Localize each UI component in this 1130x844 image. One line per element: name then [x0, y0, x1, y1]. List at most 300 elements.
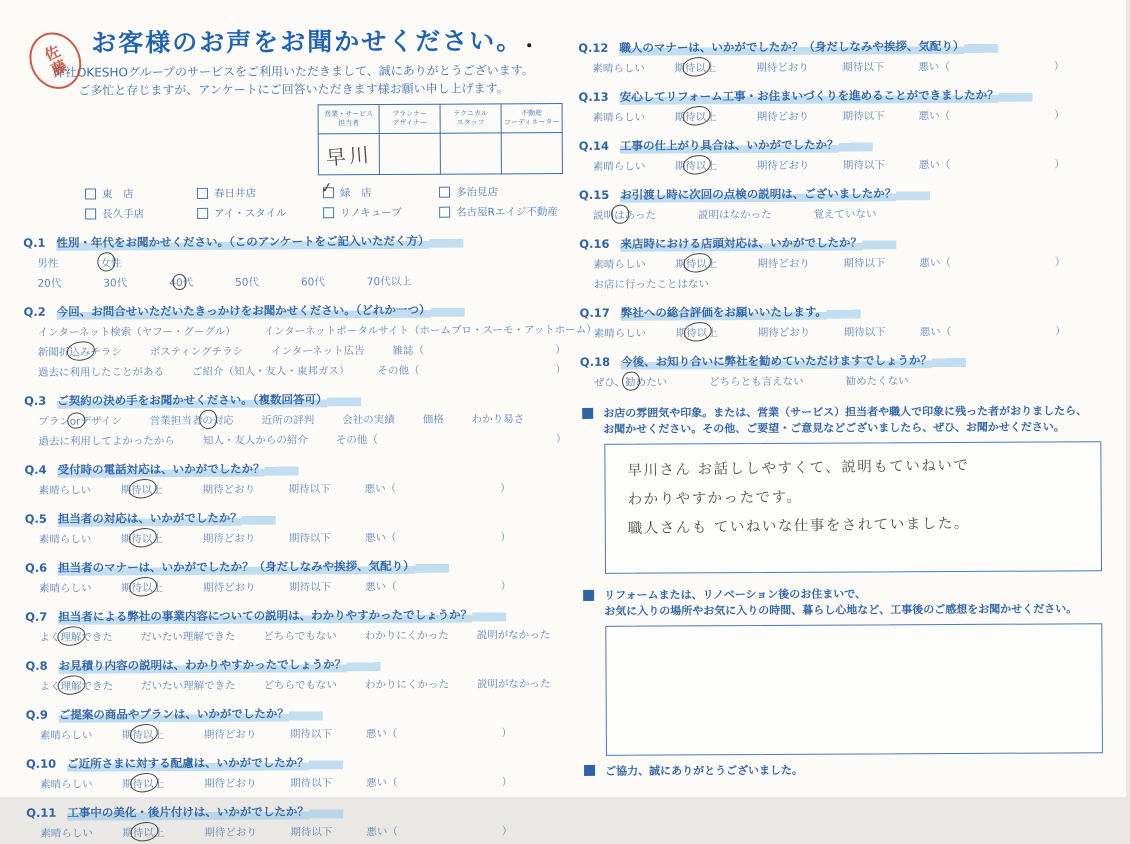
question-heading [24, 459, 566, 478]
store-label: リノキューブ [340, 206, 402, 220]
pen-circle-mark: 0 [175, 277, 183, 290]
closing-paren: ） [1054, 109, 1065, 122]
answer-option: 近所の評判 [261, 414, 315, 427]
highlight-tail [827, 307, 861, 318]
question-Q.7 [25, 606, 567, 645]
answer-option: どちらでもない [263, 679, 338, 692]
answer-option: お店に行ったことはない [593, 278, 710, 291]
answer-option: 覚えていない [813, 208, 877, 221]
answer-option: 期待どおり [202, 532, 256, 545]
pen-circle-mark: 待以 [131, 484, 153, 497]
closing-paren: ） [1053, 60, 1065, 73]
pen-circle-mark: の [202, 414, 213, 427]
store-option [323, 185, 439, 201]
answer-option-circled: 期待以上 [122, 778, 165, 791]
question-title: ご提案の商品やプランは、いかがでしたか？ [58, 706, 289, 722]
staff-table-header: 営業・サービス 担当者 [318, 105, 379, 134]
answer-option: わかりにくかった [364, 678, 450, 692]
answer-option-circled: 期待以上 [121, 729, 164, 742]
highlight-tail [964, 42, 998, 53]
question-heading [23, 232, 565, 251]
question-number: Q.16 [579, 236, 610, 251]
answer-option: 期待どおり [203, 728, 257, 741]
answer-option: 期待以下 [288, 532, 331, 545]
question-number: Q.14 [578, 138, 609, 153]
answer-option: 過去に利用してよかったから [38, 435, 175, 448]
answer-option: 素晴らしい [39, 729, 93, 742]
answer-option: インターネット広告 [271, 345, 365, 358]
question-Q.8 [25, 655, 567, 694]
pen-circle-mark: 女 [100, 257, 111, 270]
question-Q.6 [25, 557, 567, 596]
store-option [197, 185, 323, 201]
question-heading [25, 606, 567, 625]
question-heading [26, 704, 568, 723]
highlight-tail [346, 660, 380, 671]
answer-option: 期待どおり [203, 581, 256, 594]
question-heading [578, 37, 1113, 56]
highlight-tail [431, 306, 465, 317]
answer-option: ご紹介（知人・友人・東邦ガス） [191, 365, 350, 378]
answer-option: 期待どおり [757, 257, 810, 271]
question-title: 性別・年代をお聞かせください。（このアンケートをご記入いただく方） [56, 233, 430, 250]
answer-option: 60代 [300, 276, 325, 289]
answer-option-circled: プランorデザイン [38, 415, 122, 428]
question-title: ご契約の決め手をお聞かせください。（複数回答可） [57, 392, 328, 408]
answer-option: 素晴らしい [593, 327, 647, 340]
question-title: 受付時の電話対応は、いかがでしたか？ [57, 461, 265, 477]
intro-line-2: ご多忙と存じますが、アンケートにご回答いただきます様お願い申し上げます。 [78, 81, 509, 98]
store-option [197, 205, 323, 221]
answer-row [23, 253, 565, 271]
closing-paren: ） [501, 776, 513, 789]
highlight-tail [932, 356, 966, 367]
closing-paren: ） [1055, 325, 1066, 338]
answer-row [26, 774, 512, 792]
checkbox [85, 208, 96, 219]
question-Q.10 [26, 753, 568, 792]
question-number: Q.7 [25, 609, 48, 624]
answer-option: 期待どおり [204, 777, 257, 790]
answer-row [25, 480, 511, 498]
answer-option-circled: 新聞折込みチラシ [37, 346, 122, 359]
answer-row [26, 676, 568, 694]
question-Q.12 [578, 37, 1113, 76]
answer-option: 悪い（ [918, 61, 950, 74]
answer-option: 悪い（ [366, 776, 398, 790]
question-heading [579, 135, 1114, 154]
answer-option: 期待以下 [289, 728, 332, 741]
answer-option: 悪い（ [919, 257, 951, 270]
stamp-text: 佐藤 [40, 42, 70, 80]
highlight-tail [862, 238, 896, 249]
pen-circle-mark: 待以 [685, 111, 707, 124]
staff-table-cell [318, 134, 379, 175]
store-option [85, 206, 197, 222]
note-heading [581, 585, 1116, 620]
answer-option: 知人・友人からの紹介 [202, 434, 308, 447]
pen-circle-mark: 待以 [684, 62, 706, 75]
answer-row [579, 156, 1065, 174]
staff-table-header: 不動産 コーディネーター [501, 104, 562, 133]
answer-option: 期待以下 [842, 110, 885, 123]
closing-paren: ） [500, 580, 512, 593]
pen-circle-mark: or [69, 415, 81, 428]
store-option [439, 204, 565, 220]
answer-option: 説明はなかった [698, 208, 772, 222]
closing-paren: ） [555, 344, 566, 357]
store-option [323, 205, 439, 221]
note-line-1: リフォームまたは、リノベーション後のお住まいで、 [604, 587, 867, 602]
page-title: お客様のお声をお聞かせください。 [91, 26, 524, 58]
question-Q.1 [23, 232, 565, 291]
answer-row [579, 107, 1065, 125]
answer-option: 期待どおり [202, 483, 256, 496]
answer-option: ポスティングチラシ [149, 345, 244, 359]
staff-table-header: テクニカル スタッフ [440, 104, 501, 133]
answer-option: 期待以下 [290, 826, 333, 839]
answer-option-circled: ぜひ、勧めたい [593, 376, 668, 389]
answer-option: 期待どおり [204, 826, 257, 839]
staff-table-cell [440, 133, 501, 174]
right-column [578, 24, 1117, 779]
question-title: 工事の仕上がり具合は、いかがでしたか？ [619, 137, 839, 153]
question-heading [25, 655, 567, 674]
question-number: Q.15 [578, 187, 610, 202]
square-bullet-icon [583, 590, 594, 601]
pen-circle-mark: 待以 [132, 778, 154, 791]
pen-circle-mark: 勧 [625, 376, 636, 389]
pen-circle-mark: 待以 [686, 327, 708, 340]
question-title: ご近所さまに対する配慮は、いかがでしたか？ [67, 755, 309, 771]
question-Q.18 [580, 351, 1115, 390]
square-bullet-icon [582, 408, 593, 419]
answer-option: 過去に利用したことがある [37, 366, 164, 379]
handwritten-staff-name: 早川 [325, 141, 373, 170]
question-number: Q.9 [25, 707, 48, 722]
note-line-2: お気に入りの場所やお気に入りの時間、暮らし心地など、工事後のご感想をお聞かせください。 [604, 602, 1078, 618]
note-heading-text [604, 585, 1077, 619]
question-number: Q.4 [24, 462, 47, 477]
answer-option: 30代 [103, 277, 128, 290]
question-title: 今後、お知り合いに弊社を勧めていただけますでしょうか？ [621, 353, 932, 369]
answer-option: 悪い（ [364, 531, 397, 545]
answer-option: 期待どおり [756, 61, 809, 75]
answer-option: 素晴らしい [592, 111, 646, 124]
answer-option: 期待以下 [288, 483, 331, 496]
intro-line-1: 弊社OKESHOグループのサービスをご利用いただきまして、誠にありがとうございます。 [52, 63, 534, 80]
answer-option-circled: 期待以上 [674, 111, 717, 124]
store-label: 名古屋Rエイジ不動産 [456, 206, 558, 219]
highlight-tail [265, 464, 299, 475]
answer-row [25, 529, 511, 547]
pen-circle-mark: は [614, 209, 625, 222]
highlight-tail [309, 758, 343, 769]
question-number: Q.18 [579, 354, 611, 369]
store-label: 多治見店 [455, 186, 499, 199]
question-title: お見積り内容の説明は、わかりやすかったでしょうか？ [58, 657, 347, 673]
answer-option-circled: 営業担当者の対応 [149, 414, 234, 428]
answer-option-circled: 期待以上 [675, 327, 718, 340]
checkbox [197, 188, 208, 199]
handwritten-comment-box [604, 441, 1102, 574]
answer-row [23, 273, 565, 291]
note-line-2: お聞かせください。その他、ご要望・ご意見などございましたら、ぜひ、お聞かせください。 [603, 420, 1065, 436]
question-Q.16 [579, 233, 1114, 292]
answer-option: インターネット検索（ヤフー・グーグル） [37, 325, 236, 339]
handwritten-comment-line: 早川さん お話ししやすくて、説明もていねいで [627, 457, 970, 479]
checkbox [439, 187, 450, 198]
question-title: お引渡し時に次回の点検の説明は、ございましたか？ [620, 186, 897, 202]
answer-row [26, 725, 512, 743]
note-heading-text [603, 403, 1087, 437]
question-number: Q.6 [24, 560, 48, 575]
answer-row [580, 323, 1066, 341]
closing-paren: ） [1054, 256, 1066, 269]
thanks-line [582, 760, 1117, 779]
answer-option: 期待以下 [842, 159, 885, 172]
answer-option: 悪い（ [366, 825, 398, 839]
answer-row [24, 322, 597, 340]
answer-option: 価格 [422, 413, 444, 426]
answer-option-circled: 期待以上 [674, 160, 717, 173]
intro-text [22, 61, 564, 100]
answer-option: 素晴らしい [40, 778, 93, 791]
answer-option: 勧めたくない [845, 375, 909, 388]
highlight-tail [309, 807, 343, 818]
highlight-tail [415, 562, 449, 573]
checkbox [197, 208, 208, 219]
question-title: 来店時における店頭対応は、いかがでしたか？ [620, 235, 862, 251]
pen-circle-mark: 待以 [685, 160, 707, 173]
answer-row [25, 578, 511, 596]
store-label: 東 店 [101, 188, 134, 201]
question-heading [26, 802, 568, 821]
note-line-1: お店の雰囲気や印象。または、営業（サービス）担当者や職人で印象に残った者がおりましたら、 [603, 404, 1088, 420]
highlight-tail [289, 709, 323, 720]
answer-option-circled: 期待以上 [121, 582, 164, 595]
answer-option-circled: 期待以上 [675, 258, 718, 271]
closing-paren: ） [555, 433, 567, 446]
question-number: Q.12 [578, 40, 609, 55]
answer-option: 素晴らしい [40, 827, 93, 840]
pen-circle-mark: 待以 [132, 729, 154, 742]
highlight-tail [327, 395, 361, 406]
question-heading [580, 351, 1115, 370]
answer-option-circled: 女性 [100, 257, 122, 270]
answer-option: 素晴らしい [38, 533, 92, 546]
pen-circle-mark: 理解 [60, 631, 82, 644]
answer-option: 期待以下 [290, 777, 333, 790]
pen-circle-mark: 待以 [131, 533, 153, 546]
answer-row [579, 205, 1114, 223]
store-checkbox-group [85, 184, 565, 222]
question-heading [25, 557, 567, 576]
pen-circle-mark: 理解 [60, 680, 82, 693]
pen-circle-mark: 込み [69, 346, 91, 359]
closing-paren: ） [501, 727, 512, 740]
answer-option: 素晴らしい [592, 160, 646, 173]
question-title: 担当者による弊社の事業内容についての説明は、わかりやすかったでしょうか？ [58, 607, 473, 624]
answer-row [24, 411, 566, 429]
question-Q.14 [579, 135, 1114, 174]
highlight-tail [472, 610, 506, 621]
question-title: 担当者のマナーは、いかがでしたか？（身だしなみや挨拶、気配り） [58, 558, 415, 575]
answer-option-circled: 期待以上 [120, 533, 163, 546]
answer-option: 期待どおり [756, 159, 810, 173]
answer-option-circled: 期待以上 [674, 62, 717, 75]
answer-option: 雑誌（ [392, 344, 425, 357]
answer-row [578, 58, 1064, 76]
store-label: 緑 店 [339, 187, 372, 200]
answer-option-circled: よく理解できた [39, 631, 113, 644]
answer-option: その他（ [335, 434, 378, 447]
highlight-tail [838, 140, 872, 151]
answer-row [579, 274, 1114, 292]
question-title: 今回、お問合せいただいたきっかけをお聞かせください。（どれか一つ） [56, 302, 431, 319]
answer-option: 期待以下 [843, 257, 886, 270]
highlight-tail [999, 91, 1033, 102]
staff-table [318, 103, 563, 175]
answer-option: その他（ [377, 364, 420, 378]
closing-paren: ） [501, 825, 513, 838]
pen-circle-mark: 待以 [132, 827, 154, 840]
answer-option: 悪い（ [918, 159, 951, 172]
answer-row [579, 254, 1065, 272]
question-heading [24, 301, 566, 320]
highlight-tail [242, 514, 276, 525]
answer-row [24, 362, 566, 380]
store-label: アイ・スタイル [214, 207, 287, 220]
question-heading [579, 233, 1114, 252]
question-heading [580, 302, 1115, 321]
answer-option: 悪い（ [365, 580, 397, 594]
question-Q.11 [26, 802, 568, 841]
question-Q.17 [580, 302, 1115, 341]
answer-option: 期待どおり [756, 110, 810, 124]
question-heading [25, 508, 567, 527]
question-Q.9 [26, 704, 568, 743]
question-number: Q.1 [23, 235, 46, 250]
answer-row [580, 372, 1115, 390]
answer-option: 会社の実績 [342, 413, 395, 427]
thanks-text: ご協力、誠にありがとうございました。 [605, 763, 804, 778]
question-number: Q.3 [24, 393, 47, 408]
answer-option: 悪い（ [918, 110, 951, 123]
question-Q.15 [579, 184, 1114, 223]
answer-option: 悪い（ [364, 482, 397, 496]
answer-option: 20代 [37, 277, 62, 290]
checkbox [323, 207, 334, 218]
pen-circle-mark: 待以 [131, 582, 153, 595]
checkbox [439, 207, 450, 218]
pen-circle-mark: 待以 [685, 258, 707, 271]
answer-option: だいたい理解できた [141, 679, 236, 693]
question-Q.3 [24, 390, 566, 449]
answer-option: インターネットポータルサイト（ホームプロ・スーモ・アットホーム） [263, 323, 597, 338]
highlight-tail [429, 237, 463, 248]
question-Q.5 [25, 508, 567, 547]
note-section-impressions [580, 403, 1116, 574]
answer-option: 期待以下 [842, 61, 885, 74]
answer-option: 素晴らしい [38, 484, 92, 497]
answer-option: 期待以下 [289, 581, 332, 594]
question-Q.4 [24, 459, 566, 498]
answer-option: どちらとも言えない [709, 375, 804, 389]
question-number: Q.5 [24, 511, 47, 526]
answer-row [26, 823, 512, 841]
answer-option: どちらでもない [263, 630, 337, 643]
store-label: 長久手店 [102, 208, 145, 221]
question-heading [578, 86, 1113, 105]
answer-option: 70代以上 [366, 275, 412, 289]
store-option [439, 184, 565, 200]
question-title: 安心してリフォーム工事・お住まいづくりを進めることができましたか？ [619, 87, 999, 104]
closing-paren: ） [500, 531, 511, 544]
square-bullet-icon [584, 765, 595, 776]
question-number: Q.11 [26, 805, 57, 820]
answer-option-circled: よく理解できた [39, 680, 114, 693]
answer-option-circled: 説明はあった [593, 209, 657, 222]
staff-table-cell [501, 133, 562, 174]
staff-table-header: プランナー デザイナー [379, 104, 440, 133]
answer-row [24, 342, 566, 360]
note-heading [580, 403, 1115, 438]
checkbox [85, 189, 96, 200]
ink-speck [527, 43, 531, 47]
handwritten-comment-line: 職人さんも ていねいな仕事をされていました。 [627, 515, 970, 537]
store-option [85, 186, 197, 202]
answer-option: 悪い（ [365, 727, 398, 741]
answer-option: 素晴らしい [592, 62, 645, 75]
questions-right [578, 37, 1115, 390]
question-number: Q.2 [23, 304, 46, 319]
note-section-after-renovation [581, 585, 1117, 756]
question-heading [24, 390, 566, 409]
question-number: Q.10 [25, 756, 57, 771]
answer-option: 期待どおり [757, 326, 811, 340]
question-number: Q.8 [25, 658, 48, 673]
answer-option: 50代 [235, 276, 260, 289]
answer-row [25, 627, 567, 645]
answer-option: だいたい理解できた [140, 630, 236, 644]
answer-option: わかりにくかった [364, 629, 449, 643]
answer-option-circled: 期待以上 [122, 827, 165, 840]
closing-paren: ） [1054, 158, 1065, 171]
question-title: 工事中の美化・後片付けは、いかがでしたか？ [67, 804, 309, 820]
answer-option: 男性 [37, 257, 59, 270]
question-title: 職人のマナーは、いかがでしたか？（身だしなみや挨拶、気配り） [619, 38, 965, 55]
answer-option: 素晴らしい [593, 258, 646, 271]
checkbox-checked [323, 187, 334, 198]
answer-option: 期待以下 [843, 326, 886, 339]
question-title: 弊社への総合評価をお願いいたします。 [620, 304, 827, 320]
closing-paren: ） [500, 482, 511, 495]
empty-comment-box [605, 623, 1103, 756]
answer-option: 説明がなかった [476, 629, 551, 642]
answer-option: 素晴らしい [39, 582, 92, 595]
answer-option: わかり易さ [471, 413, 525, 426]
answer-option-circled: 期待以上 [120, 484, 163, 497]
answer-row [24, 431, 566, 449]
question-number: Q.13 [578, 89, 609, 104]
question-number: Q.17 [579, 305, 610, 320]
staff-table-cell [379, 133, 440, 174]
question-title: 担当者の対応は、いかがでしたか？ [57, 510, 242, 526]
question-heading [26, 753, 568, 772]
question-Q.13 [578, 86, 1113, 125]
answer-option-circled: 40代 [169, 276, 194, 290]
